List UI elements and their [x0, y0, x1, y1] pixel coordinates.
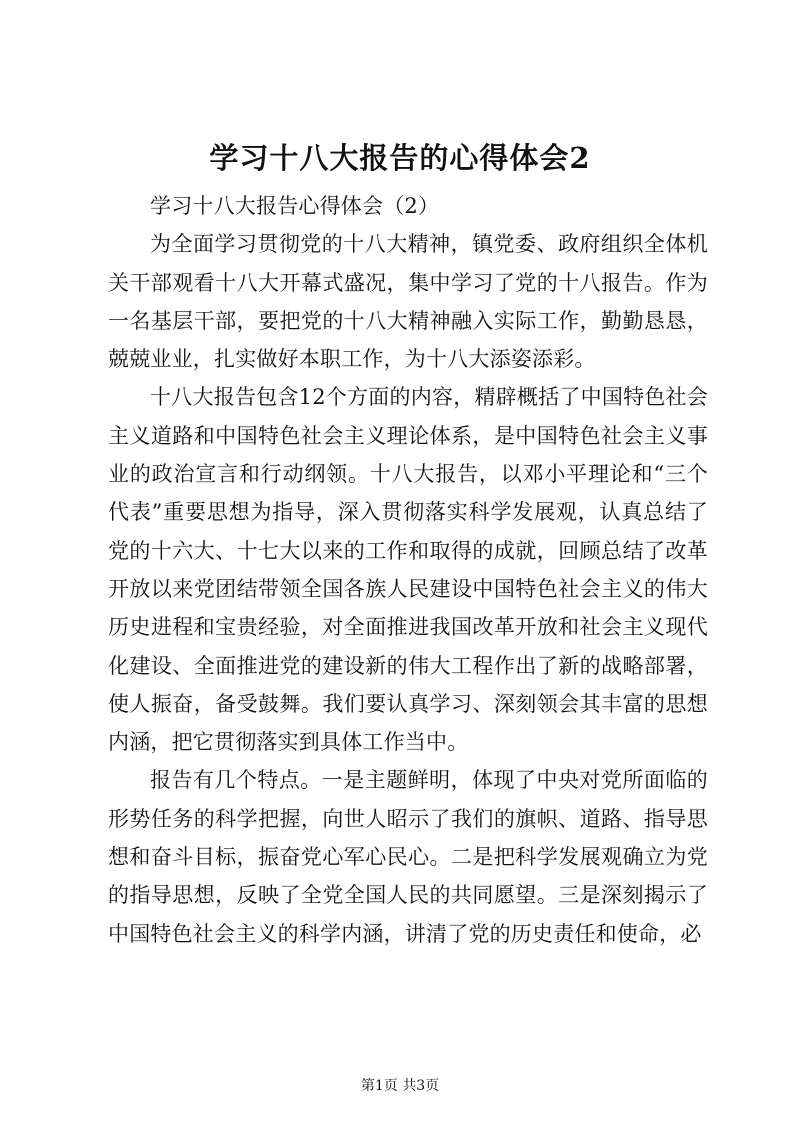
paragraph-3: 报告有几个特点。一是主题鲜明，体现了中央对党所面临的形势任务的科学把握，向世人昭示了我们的旗帜、道路、指导思想和奋斗目标，振奋党心军心民心。二是把科学发展观确立为党的指导思想，反映了全党全国人民的共同愿望。三是深刻揭示了中国特色社会主义的科学内涵，讲清了党的历史责任和使命，必 — [108, 768, 708, 946]
paragraph-2: 十八大报告包含12个方面的内容，精辟概括了中国特色社会主义道路和中国特色社会主义理论体系，是中国特色社会主义事业的政治宣言和行动纲领。十八大报告，以邓小平理论和“三个代表”重要思想为指导，深入贯彻落实科学发展观，认真总结了党的十六大、十七大以来的工作和取得的成就，回顾总结了改革开放以来党团结带领全国各族人民建设中国特色社会主义的伟大历史进程和宝贵经验，对全面推进我国改革开放和社会主义现代化建设、全面推进党的建设新的伟大工程作出了新的战略部署，使人振奋，备受鼓舞。我们要认真学习、深刻领会其丰富的思想内涵，把它贯彻落实到具体工作当中。 — [108, 385, 708, 755]
page-footer: 第1页 共3页 — [360, 1078, 440, 1094]
document-body — [108, 187, 708, 953]
paragraph-1: 为全面学习贯彻党的十八大精神，镇党委、政府组织全体机关干部观看十八大开幕式盛况，集中学习了党的十八报告。作为一名基层干部，要把党的十八大精神融入实际工作，勤勤恳恳，兢兢业业，扎实做好本职工作，为十八大添姿添彩。 — [108, 232, 708, 372]
document-title: 学习十八大报告的心得体会2 — [209, 141, 591, 175]
subtitle-paragraph: 学习十八大报告心得体会（2） — [150, 194, 440, 218]
